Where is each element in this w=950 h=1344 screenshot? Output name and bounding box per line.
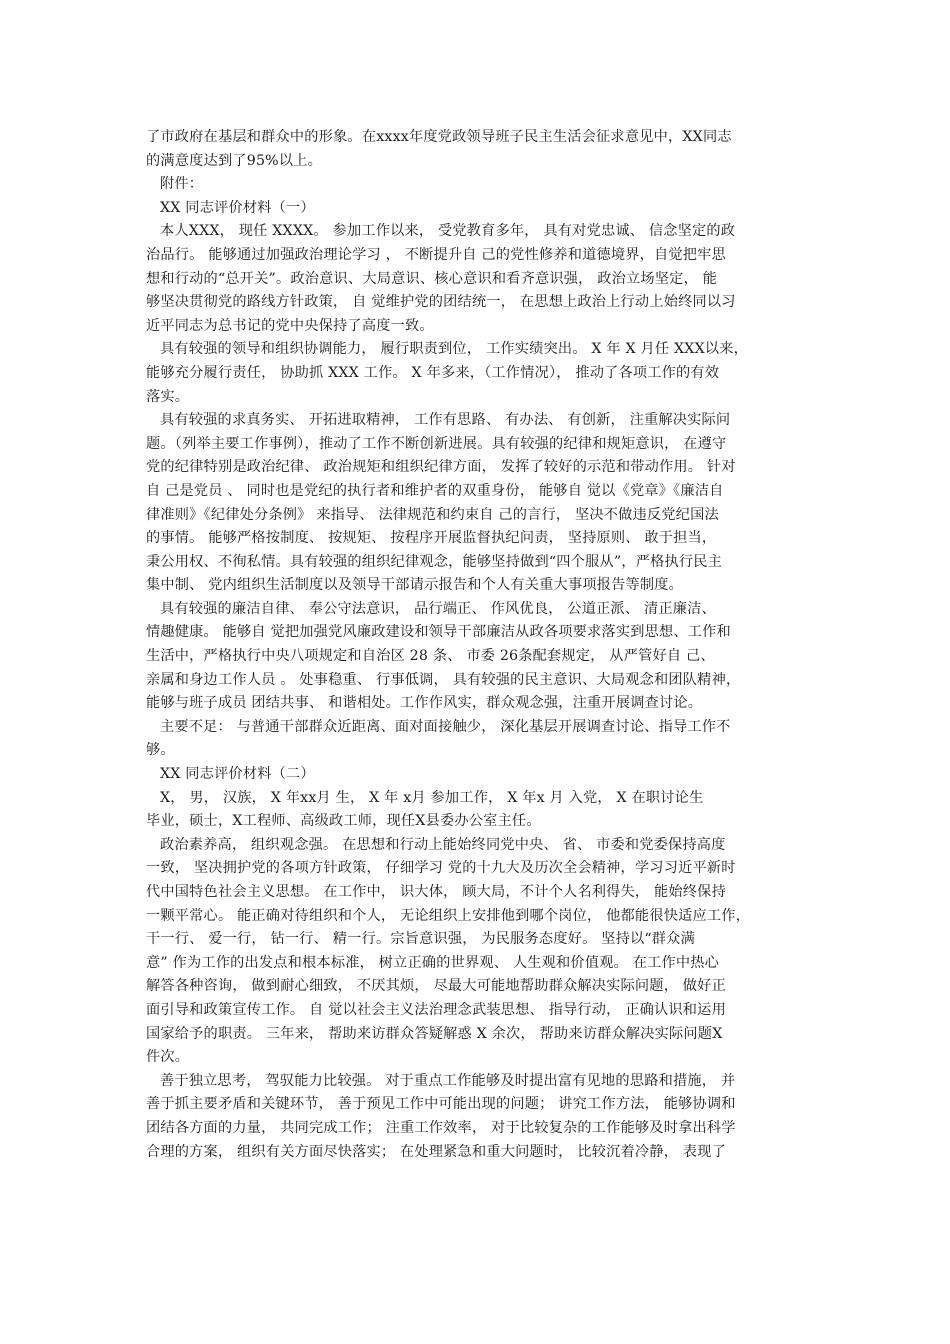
text-line: 善于抓主要矛盾和关键环节， 善于预见工作中可能出现的问题； 讲究工作方法， 能够协调和 bbox=[146, 1096, 736, 1113]
text-line: 落实。 bbox=[146, 388, 190, 405]
text-line: X， 男， 汉族， X 年xx月 生， X 年 x月 参加工作， X 年x 月 入党， X 在职讨论生 bbox=[160, 789, 704, 806]
text-line: 团结各方面的力量， 共同完成工作； 注重工作效率， 对于比较复杂的工作能够及时拿出科学 bbox=[146, 1119, 736, 1136]
text-line: 够。 bbox=[146, 742, 175, 759]
section-heading: XX 同志评价材料（一） bbox=[160, 199, 315, 216]
text-line: 毕业，硕士，X工程师、高级政工师，现任X县委办公室主任。 bbox=[146, 813, 541, 830]
text-line: 党的纪律特别是政治纪律、 政治规矩和组织纪律方面， 发挥了较好的示范和带动作用。 针对 bbox=[146, 459, 736, 476]
text-line: 干一行、 爱一行， 钻一行、 精一行。宗旨意识强， 为民服务态度好。 坚持以“群众满 bbox=[146, 931, 695, 948]
text-line: 政治素养高， 组织观念强。 在思想和行动上能始终同党中央、 省、 市委和党委保持高度 bbox=[160, 836, 726, 853]
text-line: 附件： bbox=[160, 176, 204, 193]
text-line: 件次。 bbox=[146, 1049, 190, 1066]
text-line: 了市政府在基层和群众中的形象。在xxxx年度党政领导班子民主生活会征求意见中，XX同志 bbox=[146, 129, 732, 145]
section-heading: XX 同志评价材料（二） bbox=[160, 766, 315, 783]
text-line: 的满意度达到了95%以上。 bbox=[146, 152, 323, 169]
text-line: 主要不足： 与普通干部群众近距离、面对面接触少， 深化基层开展调查讨论、指导工作不 bbox=[160, 718, 731, 735]
text-line: 意” 作为工作的出发点和根本标准， 树立正确的世界观、 人生观和价值观。 在工作中热心 bbox=[146, 954, 720, 971]
text-line: 善于独立思考， 驾驭能力比较强。 对于重点工作能够及时提出富有见地的思路和措施， 并 bbox=[160, 1072, 736, 1089]
text-line: 自 己是党员 、 同时也是党纪的执行者和维护者的双重身份， 能够自 觉以《党章》《廉洁自 bbox=[146, 482, 724, 499]
text-line: 能够与班子成员 团结共事、 和谐相处。工作作风实，群众观念强，注重开展调查讨论。 bbox=[146, 695, 703, 712]
text-line: 治品行。 能够通过加强政治理论学习 ， 不断提升自 己的党性修养和道德境界，自觉把牢思 bbox=[146, 246, 726, 263]
text-line: 情趣健康。 能够自 觉把加强党风廉政建设和领导干部廉洁从政各项要求落实到思想、工作和 bbox=[146, 624, 731, 641]
document-body bbox=[146, 126, 816, 1164]
text-line: 一颗平常心。 能正确对待组织和个人， 无论组织上安排他到哪个岗位， 他都能很快适应工作， bbox=[146, 907, 751, 924]
text-line: 律准则》《纪律处分条例》 来指导、 法律规范和约束自 己的言行， 坚决不做违反党纪国法 bbox=[146, 506, 719, 523]
text-line: 近平同志为总书记的党中央保持了高度一致。 bbox=[146, 317, 434, 334]
text-line: 够坚决贯彻党的路线方针政策， 自 觉维护党的团结统一， 在思想上政治上行动上始终同以习 bbox=[146, 294, 736, 311]
text-line: 具有较强的廉洁自律、 奉公守法意识， 品行端正、 作风优良， 公道正派、 清正廉洁、 bbox=[160, 600, 716, 617]
text-line: 面引导和政策宣传工作。 自 觉以社会主义法治理念武装思想、 指导行动， 正确认识和运用 bbox=[146, 1001, 726, 1018]
text-line: 能够充分履行责任， 协助抓 XXX 工作。 X 年多来，（工作情况）， 推动了各项工作的有效 bbox=[146, 364, 720, 381]
text-line: 代中国特色社会主义思想。 在工作中， 识大体， 顾大局，不计个人名利得失， 能始终保持 bbox=[146, 884, 726, 900]
text-line: 想和行动的“总开关”。政治意识、大局意识、核心意识和看齐意识强， 政治立场坚定， 能 bbox=[146, 270, 718, 287]
text-line: 集中制、 党内组织生活制度以及领导干部请示报告和个人有关重大事项报告等制度。 bbox=[146, 577, 684, 594]
text-line: 具有较强的领导和组织协调能力， 履行职责到位， 工作实绩突出。 X 年 X 月任 XXX以来， bbox=[160, 341, 749, 358]
text-line: 具有较强的求真务实、 开拓进取精神， 工作有思路、 有办法、 有创新， 注重解决实际问 bbox=[160, 412, 731, 429]
text-line: 秉公用权、不徇私情。具有较强的组织纪律观念，能够坚持做到“四个服从”，严格执行民主 bbox=[146, 553, 723, 570]
text-line: 本人XXX， 现任 XXXX。 参加工作以来， 受党教育多年， 具有对党忠诚、 信念坚定的政 bbox=[160, 223, 736, 240]
text-line: 生活中，严格执行中央八项规定和自治区 28 条、 市委 26条配套规定， 从严管好自 己、 bbox=[146, 648, 715, 665]
text-line: 的事情。 能够严格按制度、 按规矩、 按程序开展监督执纪问责， 坚持原则、 敢于担当， bbox=[146, 530, 717, 547]
text-line: 题。（列举主要工作事例），推动了工作不断创新进展。具有较强的纪律和规矩意识， 在遵守 bbox=[146, 435, 727, 452]
text-line: 亲属和身边工作人员 。 处事稳重、 行事低调， 具有较强的民主意识、大局观念和团队精神， bbox=[146, 671, 741, 688]
text-line: 合理的方案， 组织有关方面尽快落实； 在处理紧急和重大问题时， 比较沉着冷静， 表现了 bbox=[146, 1143, 726, 1160]
text-line: 国家给予的职责。 三年来， 帮助来访群众答疑解惑 X 余次， 帮助来访群众解决实际问题X bbox=[146, 1025, 723, 1042]
text-line: 解答各种咨询， 做到耐心细致， 不厌其烦， 尽最大可能地帮助群众解决实际问题， 做好正 bbox=[146, 978, 726, 995]
text-line: 一致， 坚决拥护党的各项方针政策， 仔细学习 党的十九大及历次全会精神，学习习近平新时 bbox=[146, 860, 736, 877]
